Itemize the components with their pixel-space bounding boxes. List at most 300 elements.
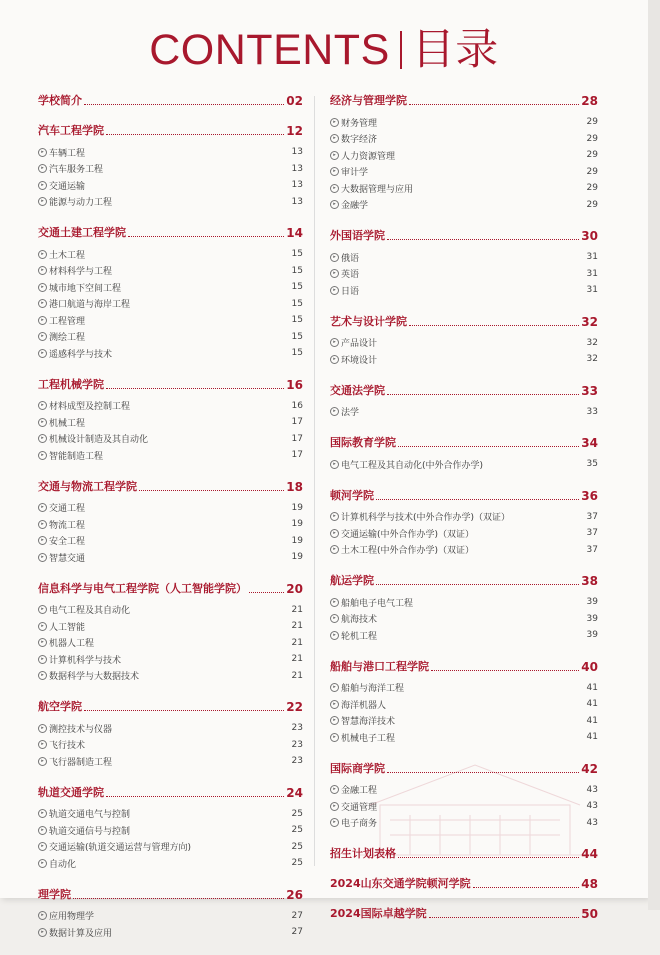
circle-arrow-icon: ▸ (38, 622, 47, 631)
toc-entry[interactable] (38, 279, 303, 296)
toc-entry[interactable] (38, 720, 303, 737)
entry-label: 智慧交通 (49, 553, 86, 564)
section-page-number: 12 (286, 124, 303, 138)
section-title: 航运学院 (330, 574, 374, 587)
toc-section (38, 478, 303, 566)
dot-leader (431, 670, 579, 671)
toc-entry[interactable] (38, 194, 303, 211)
entry-label: 人力资源管理 (341, 151, 396, 162)
entry-page-number: 41 (586, 682, 598, 693)
section-page-number: 16 (286, 377, 303, 392)
section-title: 经济与管理学院 (330, 94, 407, 107)
circle-arrow-icon: ▸ (38, 671, 47, 680)
entry-page-number: 15 (291, 315, 303, 326)
circle-arrow-icon: ▸ (38, 740, 47, 749)
toc-entry[interactable] (330, 729, 598, 746)
entry-page-number: 13 (291, 196, 303, 207)
section-heading[interactable] (38, 122, 303, 138)
entry-label: 交通管理 (341, 802, 378, 813)
entry-page-number: 39 (586, 597, 598, 608)
circle-arrow-icon: ▸ (38, 655, 47, 664)
section-page-number: 28 (581, 94, 598, 108)
circle-arrow-icon: ▸ (38, 451, 47, 460)
entry-label: 计算机科学与技术 (49, 655, 122, 666)
toc-entry[interactable] (38, 822, 303, 839)
page-title (0, 22, 648, 78)
circle-arrow-icon: ▸ (38, 148, 47, 157)
section-title: 理学院 (38, 887, 71, 901)
section-heading[interactable] (330, 487, 598, 503)
toc-section (38, 122, 303, 210)
entry-page-number: 13 (291, 163, 303, 174)
circle-arrow-icon: ▸ (38, 349, 47, 358)
toc-entry[interactable] (38, 398, 303, 415)
section-page-number: 42 (581, 761, 598, 776)
entry-page-number: 37 (586, 511, 598, 522)
section-heading[interactable] (330, 658, 598, 674)
dot-leader (84, 710, 284, 711)
circle-arrow-icon: ▸ (38, 859, 47, 868)
entry-label: 机械电子工程 (341, 733, 396, 744)
dot-leader (409, 104, 579, 105)
entry-page-number: 19 (291, 519, 303, 530)
toc-entry[interactable] (330, 542, 598, 559)
toc-entry[interactable] (38, 177, 303, 194)
toc-section (330, 875, 598, 891)
circle-arrow-icon: ▸ (330, 338, 339, 347)
section-title: 外国语学院 (330, 229, 385, 242)
toc-column-left (38, 92, 303, 955)
circle-arrow-icon: ▸ (330, 460, 339, 469)
toc-entry[interactable] (38, 924, 303, 941)
toc-entry[interactable] (330, 131, 598, 148)
column-divider (314, 96, 315, 866)
entry-page-number: 39 (586, 613, 598, 624)
entry-label: 数据计算及应用 (49, 928, 113, 939)
toc-entry[interactable] (38, 839, 303, 856)
circle-arrow-icon: ▸ (38, 911, 47, 920)
entry-page-number: 21 (291, 654, 303, 665)
circle-arrow-icon: ▸ (38, 266, 47, 275)
toc-entry[interactable] (330, 680, 598, 697)
entry-label: 飞行器制造工程 (49, 757, 113, 768)
section-title: 国际教育学院 (330, 436, 396, 449)
circle-arrow-icon: ▸ (38, 757, 47, 766)
toc-entry[interactable] (330, 147, 598, 164)
section-page-number: 48 (581, 877, 598, 891)
entry-page-number: 37 (586, 528, 598, 539)
dot-leader (128, 236, 284, 237)
entry-label: 测绘工程 (49, 333, 86, 344)
entry-page-number: 15 (291, 265, 303, 276)
toc-entry[interactable] (38, 737, 303, 754)
dot-leader (387, 239, 579, 240)
toc-entry[interactable] (330, 335, 598, 352)
entry-page-number: 29 (586, 117, 598, 128)
toc-section (330, 92, 598, 213)
section-heading[interactable] (38, 580, 303, 596)
toc-entry[interactable] (38, 329, 303, 346)
toc-entry[interactable] (38, 668, 303, 685)
entry-page-number: 29 (586, 166, 598, 177)
section-page-number: 20 (286, 581, 303, 596)
entry-label: 城市地下空间工程 (49, 283, 122, 294)
circle-arrow-icon: ▸ (330, 167, 339, 176)
section-heading[interactable] (330, 572, 598, 588)
circle-arrow-icon: ▸ (330, 151, 339, 160)
toc-entry[interactable] (38, 263, 303, 280)
section-page-number: 50 (581, 907, 598, 921)
toc-entry[interactable] (38, 806, 303, 823)
toc-entry[interactable] (38, 855, 303, 872)
entry-label: 自动化 (49, 859, 77, 870)
entry-label: 土木工程 (49, 250, 86, 261)
entry-page-number: 21 (291, 637, 303, 648)
toc-entry[interactable] (330, 164, 598, 181)
circle-arrow-icon: ▸ (38, 724, 47, 733)
section-heading[interactable] (38, 478, 303, 494)
toc-entry[interactable] (38, 618, 303, 635)
circle-arrow-icon: ▸ (330, 716, 339, 725)
toc-entry[interactable] (38, 500, 303, 517)
circle-arrow-icon: ▸ (38, 928, 47, 937)
toc-entry[interactable] (38, 651, 303, 668)
circle-arrow-icon: ▸ (330, 184, 339, 193)
entry-label: 计算机科学与技术(中外合作办学)（双证） (341, 513, 511, 524)
entry-page-number: 35 (586, 459, 598, 470)
entry-label: 法学 (341, 408, 360, 419)
building-watermark (350, 745, 600, 865)
entry-label: 轨道交通电气与控制 (49, 810, 131, 821)
dot-leader (376, 584, 579, 585)
toc-entry[interactable] (330, 266, 598, 283)
entry-page-number: 21 (291, 604, 303, 615)
toc-entry[interactable] (38, 549, 303, 566)
section-title: 国际商学院 (330, 761, 385, 775)
entry-page-number: 25 (291, 841, 303, 852)
entry-label: 交通运输(轨道交通运营与管理方向) (49, 843, 192, 854)
entry-label: 土木工程(中外合作办学)（双证） (341, 546, 475, 557)
entry-page-number: 19 (291, 535, 303, 546)
circle-arrow-icon: ▸ (330, 545, 339, 554)
circle-arrow-icon: ▸ (38, 283, 47, 292)
toc-entry[interactable] (330, 180, 598, 197)
entry-label: 船舶电子电气工程 (341, 598, 414, 609)
toc-entry[interactable] (38, 246, 303, 263)
section-page-number: 30 (581, 229, 598, 243)
section-page-number: 44 (581, 847, 598, 861)
section-heading[interactable] (330, 227, 598, 243)
entry-label: 轨道交通信号与控制 (49, 826, 131, 837)
toc-entry[interactable] (330, 404, 598, 421)
entry-page-number: 31 (586, 252, 598, 263)
dot-leader (84, 104, 284, 105)
entry-label: 船舶与海洋工程 (341, 684, 405, 695)
entry-page-number: 29 (586, 199, 598, 210)
circle-arrow-icon: ▸ (38, 418, 47, 427)
circle-arrow-icon: ▸ (38, 638, 47, 647)
toc-section (330, 572, 598, 644)
section-title: 信息科学与电气工程学院（人工智能学院） (38, 581, 247, 595)
circle-arrow-icon: ▸ (330, 118, 339, 127)
circle-arrow-icon: ▸ (330, 134, 339, 143)
toc-entry[interactable] (330, 249, 598, 266)
circle-arrow-icon: ▸ (330, 512, 339, 521)
entry-label: 材料成型及控制工程 (49, 402, 131, 413)
dot-leader (73, 898, 284, 899)
entry-label: 英语 (341, 270, 360, 281)
dot-leader (387, 394, 579, 395)
entry-label: 金融工程 (341, 786, 378, 797)
section-page-number: 22 (286, 700, 303, 714)
entry-label: 智能制造工程 (49, 451, 104, 462)
section-heading[interactable] (330, 92, 598, 108)
section-title: 航空学院 (38, 700, 82, 713)
entry-label: 机械工程 (49, 418, 86, 429)
entry-label: 电气工程及其自动化(中外合作办学) (341, 460, 484, 471)
title-zh: 目录 (411, 26, 499, 74)
entry-page-number: 27 (291, 927, 303, 938)
entry-label: 机械设计制造及其自动化 (49, 435, 149, 446)
circle-arrow-icon: ▸ (330, 598, 339, 607)
toc-entry[interactable] (38, 161, 303, 178)
circle-arrow-icon: ▸ (330, 286, 339, 295)
section-heading[interactable] (330, 313, 598, 329)
section-title: 招生计划表格 (330, 847, 396, 860)
entry-page-number: 17 (291, 433, 303, 444)
toc-entry[interactable] (38, 144, 303, 161)
section-heading[interactable] (38, 886, 303, 902)
section-heading[interactable] (38, 92, 303, 108)
dot-leader (139, 490, 284, 491)
dot-leader (249, 592, 284, 593)
toc-entry[interactable] (330, 525, 598, 542)
dot-leader (409, 325, 579, 326)
entry-label: 日语 (341, 286, 360, 297)
section-heading[interactable] (330, 875, 598, 891)
entry-page-number: 32 (586, 337, 598, 348)
section-heading[interactable] (330, 382, 598, 398)
section-page-number: 38 (581, 574, 598, 588)
entry-page-number: 15 (291, 282, 303, 293)
entry-page-number: 21 (291, 670, 303, 681)
toc-entry[interactable] (38, 635, 303, 652)
toc-entry[interactable] (38, 431, 303, 448)
circle-arrow-icon: ▸ (38, 197, 47, 206)
section-heading[interactable] (38, 698, 303, 714)
entry-page-number: 25 (291, 825, 303, 836)
section-heading[interactable] (330, 905, 598, 921)
entry-page-number: 23 (291, 723, 303, 734)
toc-section (38, 784, 303, 872)
section-title: 交通与物流工程学院 (38, 479, 137, 493)
toc-entry[interactable] (38, 345, 303, 362)
toc-entry[interactable] (38, 516, 303, 533)
section-title: 工程机械学院 (38, 377, 104, 391)
entry-page-number: 39 (586, 630, 598, 641)
circle-arrow-icon: ▸ (330, 631, 339, 640)
section-heading[interactable] (38, 376, 303, 392)
toc-section (330, 227, 598, 299)
dot-leader (376, 499, 579, 500)
entry-label: 财务管理 (341, 118, 378, 129)
circle-arrow-icon: ▸ (330, 355, 339, 364)
entry-page-number: 15 (291, 348, 303, 359)
toc-section (38, 698, 303, 770)
page-edge (648, 0, 660, 910)
title-divider (400, 31, 402, 69)
entry-label: 交通运输 (49, 181, 86, 192)
entry-label: 物流工程 (49, 520, 86, 531)
entry-page-number: 23 (291, 739, 303, 750)
section-page-number: 40 (581, 659, 598, 674)
circle-arrow-icon: ▸ (330, 614, 339, 623)
entry-page-number: 29 (586, 183, 598, 194)
toc-entry[interactable] (38, 753, 303, 770)
dot-leader (429, 917, 580, 918)
section-title: 汽车工程学院 (38, 124, 104, 137)
toc-entry[interactable] (330, 611, 598, 628)
circle-arrow-icon: ▸ (38, 809, 47, 818)
entry-label: 能源与动力工程 (49, 198, 113, 209)
toc-section (38, 376, 303, 464)
entry-label: 安全工程 (49, 537, 86, 548)
circle-arrow-icon: ▸ (330, 818, 339, 827)
entry-page-number: 33 (586, 406, 598, 417)
toc-entry[interactable] (330, 114, 598, 131)
entry-page-number: 29 (586, 133, 598, 144)
circle-arrow-icon: ▸ (330, 683, 339, 692)
entry-page-number: 41 (586, 715, 598, 726)
section-page-number: 24 (286, 785, 303, 800)
circle-arrow-icon: ▸ (38, 503, 47, 512)
entry-page-number: 29 (586, 150, 598, 161)
section-page-number: 26 (286, 887, 303, 902)
entry-label: 应用物理学 (49, 912, 95, 923)
circle-arrow-icon: ▸ (38, 434, 47, 443)
entry-label: 交通工程 (49, 504, 86, 515)
title-en: CONTENTS (149, 26, 390, 74)
entry-label: 材料科学与工程 (49, 267, 113, 278)
entry-label: 审计学 (341, 168, 369, 179)
circle-arrow-icon: ▸ (330, 529, 339, 538)
entry-label: 工程管理 (49, 316, 86, 327)
toc-section (38, 580, 303, 685)
entry-label: 飞行技术 (49, 741, 86, 752)
toc-entry[interactable] (38, 602, 303, 619)
section-title: 学校简介 (38, 94, 82, 107)
entry-page-number: 21 (291, 621, 303, 632)
entry-label: 人工智能 (49, 622, 86, 633)
toc-entry[interactable] (330, 713, 598, 730)
section-page-number: 34 (581, 436, 598, 450)
toc-entry[interactable] (330, 351, 598, 368)
circle-arrow-icon: ▸ (38, 605, 47, 614)
entry-label: 车辆工程 (49, 148, 86, 159)
toc-section (330, 313, 598, 368)
section-page-number: 02 (286, 94, 303, 108)
toc-entry[interactable] (330, 282, 598, 299)
entry-label: 测控技术与仪器 (49, 724, 113, 735)
entry-page-number: 17 (291, 450, 303, 461)
section-heading[interactable] (38, 784, 303, 800)
toc-entry[interactable] (38, 296, 303, 313)
circle-arrow-icon: ▸ (330, 802, 339, 811)
toc-section (38, 886, 303, 941)
entry-label: 电子商务 (341, 819, 378, 830)
toc-entry[interactable] (330, 197, 598, 214)
circle-arrow-icon: ▸ (330, 733, 339, 742)
toc-section (330, 487, 598, 559)
toc-entry[interactable] (38, 312, 303, 329)
section-title: 交通法学院 (330, 383, 385, 397)
toc-entry[interactable] (330, 696, 598, 713)
entry-page-number: 43 (586, 817, 598, 828)
section-title: 2024山东交通学院顿河学院 (330, 877, 471, 890)
entry-page-number: 15 (291, 331, 303, 342)
dot-leader (106, 134, 284, 135)
entry-page-number: 25 (291, 858, 303, 869)
section-heading[interactable] (330, 434, 598, 450)
toc-entry[interactable] (38, 414, 303, 431)
entry-label: 汽车服务工程 (49, 165, 104, 176)
entry-page-number: 31 (586, 268, 598, 279)
toc-entry[interactable] (38, 447, 303, 464)
entry-page-number: 15 (291, 249, 303, 260)
section-page-number: 33 (581, 383, 598, 398)
dot-leader (106, 388, 284, 389)
circle-arrow-icon: ▸ (330, 253, 339, 262)
toc-entry[interactable] (330, 456, 598, 473)
entry-page-number: 23 (291, 756, 303, 767)
section-title: 交通土建工程学院 (38, 226, 126, 239)
section-title: 轨道交通学院 (38, 785, 104, 799)
entry-label: 产品设计 (341, 339, 378, 350)
circle-arrow-icon: ▸ (330, 700, 339, 709)
circle-arrow-icon: ▸ (38, 826, 47, 835)
entry-label: 俄语 (341, 253, 360, 264)
section-heading[interactable] (38, 224, 303, 240)
entry-label: 数据科学与大数据技术 (49, 672, 140, 683)
toc-entry[interactable] (330, 627, 598, 644)
entry-page-number: 16 (291, 400, 303, 411)
entry-label: 海洋机器人 (341, 700, 387, 711)
circle-arrow-icon: ▸ (38, 181, 47, 190)
toc-section (330, 905, 598, 921)
circle-arrow-icon: ▸ (38, 401, 47, 410)
toc-entry[interactable] (38, 533, 303, 550)
circle-arrow-icon: ▸ (330, 785, 339, 794)
dot-leader (106, 796, 284, 797)
circle-arrow-icon: ▸ (330, 407, 339, 416)
entry-label: 智慧海洋技术 (341, 717, 396, 728)
entry-label: 金融学 (341, 201, 369, 212)
circle-arrow-icon: ▸ (330, 269, 339, 278)
entry-page-number: 41 (586, 699, 598, 710)
entry-label: 轮机工程 (341, 631, 378, 642)
entry-page-number: 25 (291, 808, 303, 819)
section-page-number: 18 (286, 479, 303, 494)
toc-entry[interactable] (330, 594, 598, 611)
toc-entry[interactable] (330, 509, 598, 526)
entry-page-number: 19 (291, 502, 303, 513)
entry-page-number: 43 (586, 784, 598, 795)
entry-label: 交通运输(中外合作办学)（双证） (341, 529, 475, 540)
entry-page-number: 37 (586, 544, 598, 555)
section-page-number: 36 (581, 488, 598, 503)
circle-arrow-icon: ▸ (38, 164, 47, 173)
entry-label: 机器人工程 (49, 639, 95, 650)
